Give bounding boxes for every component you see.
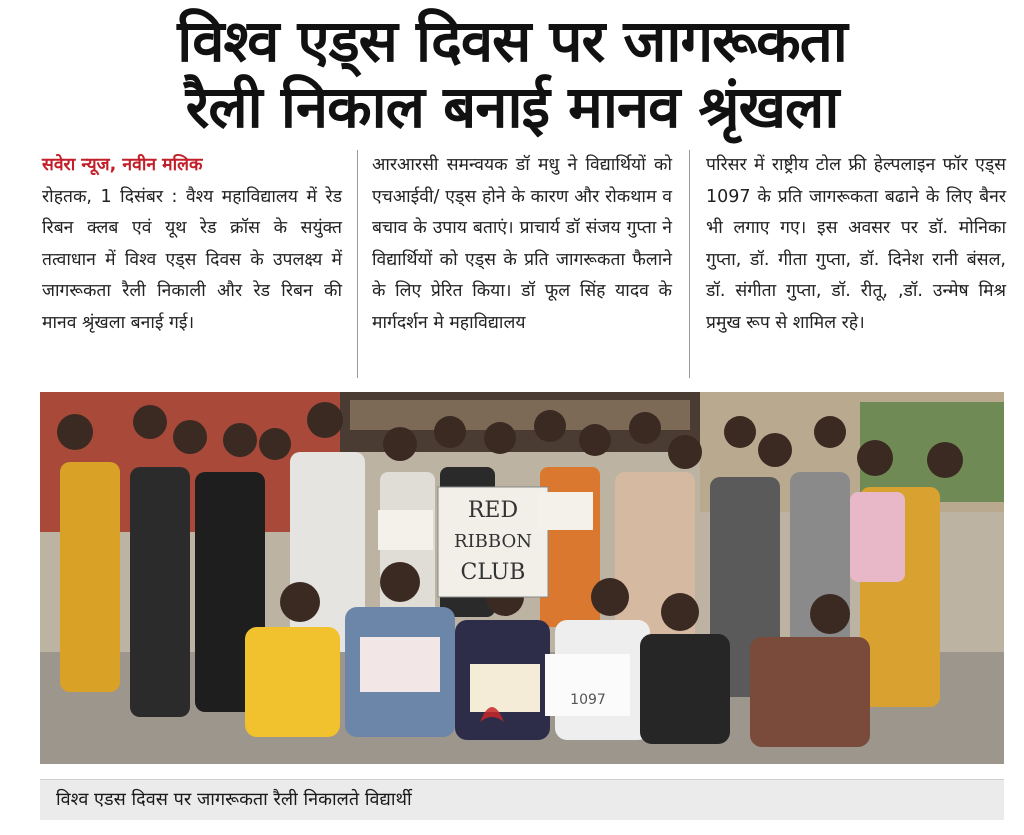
article-text-2: आरआरसी समन्वयक डॉ मधु ने विद्यार्थियों को एचआईवी/ एड्स होने के कारण और रोकथाम व बचाव के उपाय बताएं। प्राचार्य डॉ संजय गुप्ता ने विद्यार्थियों को एड्स के प्रति जागरूकता फैलाने के लिए प्रेरित किया। डॉ फूल सिंह यादव के मार्गदर्शन मे महाविद्यालय xyxy=(372,155,672,333)
headline-line-2: रैली निकाल बनाई मानव श्रृंखला xyxy=(185,73,839,141)
photo-caption-bar xyxy=(40,779,1004,820)
placard-text-ribbon: RIBBON xyxy=(454,531,532,552)
placard-text-red: RED xyxy=(467,498,519,523)
group-photo xyxy=(40,392,1004,764)
placard-helpline-number: 1097 xyxy=(570,692,606,708)
photo-caption: विश्व एडस दिवस पर जागरूकता रैली निकालते विद्यार्थी xyxy=(56,789,412,810)
placard-text-layer xyxy=(40,392,1004,764)
article-text-1: रोहतक, 1 दिसंबर : वैश्य महाविद्यालय में रेड रिबन क्लब एवं यूथ रेड क्रॉस के सयुंक्त तत्वाधान में विश्व एड्स दिवस के उपलक्ष्य में जागरूकता रैली निकाली और रेड रिबन की मानव श्रृंखला बनाई गई। xyxy=(42,186,342,333)
column-divider xyxy=(357,150,358,378)
article-text-3: परिसर में राष्ट्रीय टोल फ्री हेल्पलाइन फॉर एड्स 1097 के प्रति जागरूकता बढाने के लिए बैनर भी लगाए गए। इस अवसर पर डॉ. मोनिका गुप्ता, डॉ. गीता गुप्ता, डॉ. दिनेश रानी बंसल, डॉ. संगीता गुप्ता, डॉ. रीतू, ,डॉ. उन्मेष मिश्र प्रमुख रूप से शामिल रहे। xyxy=(706,155,1006,333)
article-column-2 xyxy=(372,150,672,339)
headline-line-1: विश्व एड्स दिवस पर जागरूकता xyxy=(177,7,847,75)
placard-text-club: CLUB xyxy=(460,560,526,585)
article-column-3 xyxy=(706,150,1006,339)
byline: सवेरा न्यूज, नवीन मलिक xyxy=(42,155,203,175)
article-column-1 xyxy=(42,150,342,339)
column-divider xyxy=(689,150,690,378)
